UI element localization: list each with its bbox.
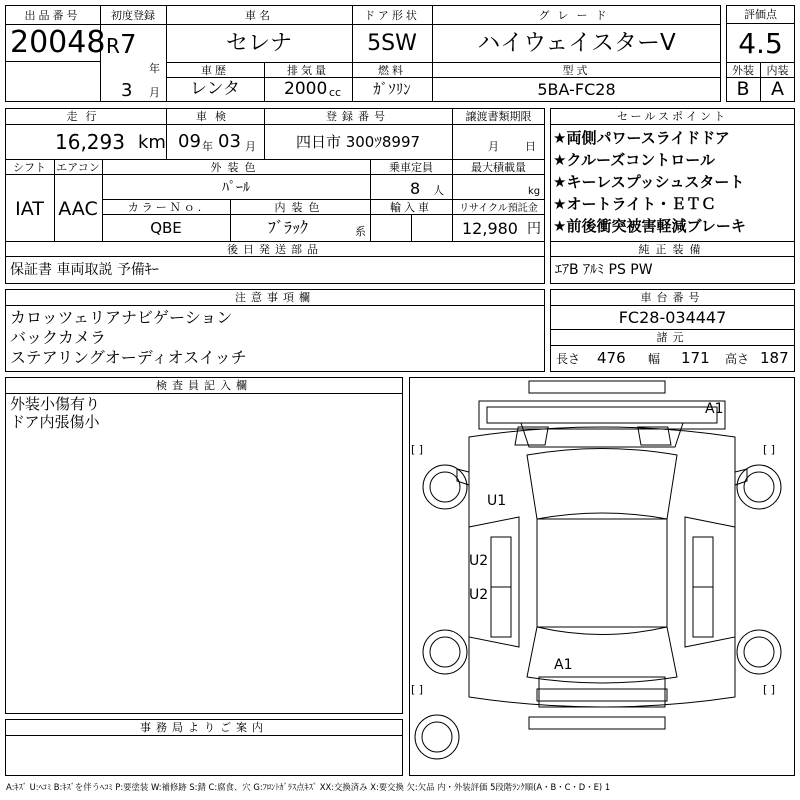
inspection-year: 09 <box>178 131 201 152</box>
registration-number: 四日市 300ﾂ8997 <box>295 133 421 151</box>
selling-point-1: ★両側パワースライドドア <box>553 129 730 147</box>
score-value: 4.5 <box>738 27 783 60</box>
damage-mark-front: A1 <box>705 401 724 417</box>
chassis-label: 車台番号 <box>640 291 705 304</box>
car-name: セレナ <box>225 31 292 56</box>
ac-label: エアコン <box>56 160 100 174</box>
max-load-label: 最大積載量 <box>471 160 526 174</box>
door-type: 5SW <box>367 31 417 56</box>
color-no-label: カラーＮｏ. <box>127 200 205 214</box>
inspection-month: 03 <box>218 131 241 152</box>
inspector-line-1: 外装小傷有り <box>10 395 101 413</box>
first-reg-month-unit: 月 <box>149 86 160 99</box>
bracket-right-top: [ ] <box>763 443 776 456</box>
grade-label: グレード <box>538 8 615 22</box>
bracket-right-bottom: [ ] <box>763 683 776 696</box>
first-reg-month: 3 <box>121 80 133 101</box>
displacement-label: 排気量 <box>287 63 329 77</box>
mileage: 16,293 <box>55 130 125 154</box>
fuel-label: 燃料 <box>378 63 406 77</box>
inspection-month-unit: 月 <box>245 140 256 153</box>
int-color-unit: 系 <box>355 225 366 238</box>
shift-label: シフト <box>13 160 46 174</box>
capacity-unit: 人 <box>433 184 444 197</box>
later-parts-label: 後日発送部品 <box>227 242 323 256</box>
lot-number: 20048 <box>10 25 106 60</box>
dimensions-label: 諸元 <box>656 331 689 344</box>
width-value: 171 <box>681 349 710 367</box>
note-line-2: バックカメラ <box>10 328 107 347</box>
import-label: 輸入車 <box>390 200 432 214</box>
note-line-1: カロッツェリアナビゲーション <box>10 308 233 327</box>
int-color: ﾌﾞﾗｯｸ <box>268 218 309 237</box>
damage-mark-left-door-2: U2 <box>469 587 489 603</box>
damage-mark-left-front: U1 <box>487 493 507 509</box>
exterior-score-label: 外装 <box>732 63 754 77</box>
length-value: 476 <box>597 349 626 367</box>
exterior-score: B <box>736 78 750 100</box>
notes-label: 注意事項欄 <box>235 291 315 304</box>
ac: AAC <box>58 198 98 220</box>
selling-point-5: ★前後衝突被害軽減ブレーキ <box>553 217 746 235</box>
damage-mark-rear: A1 <box>554 657 573 673</box>
lot-label: 出品番号 <box>24 8 81 22</box>
inspector-line-2: ドア内張傷小 <box>10 413 100 431</box>
equipment: ｴｱB ｱﾙﾐ PS PW <box>555 262 653 278</box>
transfer-month-unit: 月 <box>488 140 499 153</box>
interior-score: A <box>771 78 784 100</box>
first-reg-era: R <box>106 34 120 58</box>
bracket-left-top: [ ] <box>411 443 424 456</box>
chassis-number: FC28-034447 <box>618 308 727 327</box>
inspection-year-unit: 年 <box>202 140 213 153</box>
first-reg-year: 7 <box>120 30 137 60</box>
damage-mark-left-door-1: U2 <box>469 553 489 569</box>
later-parts: 保証書 車両取説 予備ｷｰ <box>10 262 159 278</box>
recycle-label: リサイクル預託金 <box>459 203 538 214</box>
ext-color-label: 外装色 <box>210 160 262 174</box>
score-label: 評価点 <box>744 8 777 21</box>
car-diagram <box>409 377 795 776</box>
legend: A:ｷｽﾞ U:ﾍｺﾐ B:ｷｽﾞを伴うﾍｺﾐ P:要塗装 W:補修跡 S:錆 C:腐食、穴 G:ﾌﾛﾝﾄｶﾞﾗｽ点ｷｽﾞ XX:交換済み X:要交換 欠:欠品 内・外装評価 5段階ﾗﾝｸ順(A・B・C・D・E) 1 <box>6 782 611 792</box>
fuel: ｶﾞｿﾘﾝ <box>373 80 411 98</box>
int-color-label: 内装色 <box>274 200 326 214</box>
displacement: 2000 <box>284 79 328 99</box>
door-label: ドア形状 <box>364 8 420 22</box>
height-label: 高さ <box>725 352 750 366</box>
first-reg-year-unit: 年 <box>149 62 160 75</box>
model: 5BA-FC28 <box>537 80 616 99</box>
capacity: 8 <box>410 179 421 198</box>
shift: IAT <box>15 198 44 220</box>
model-label: 型式 <box>562 63 591 77</box>
recycle-fee: 12,980 <box>462 219 518 238</box>
width-label: 幅 <box>648 352 661 366</box>
displacement-unit: cc <box>329 86 342 99</box>
car-name-label: 車名 <box>245 8 273 22</box>
height-value: 187 <box>760 349 789 367</box>
mileage-unit: km <box>138 132 166 153</box>
capacity-label: 乗車定員 <box>389 160 433 174</box>
history: レンタ <box>190 79 240 99</box>
max-load-unit: kg <box>528 186 541 197</box>
color-no: QBE <box>150 219 182 237</box>
length-label: 長さ <box>556 352 581 366</box>
inspection-label: 車検 <box>196 110 234 123</box>
mileage-label: 走行 <box>66 110 105 123</box>
selling-point-4: ★オートライト・ＥＴＣ <box>553 195 716 213</box>
transfer-day-unit: 日 <box>525 140 536 153</box>
recycle-unit: 円 <box>527 221 541 237</box>
note-line-3: ステアリングオーディオスイッチ <box>10 348 247 367</box>
selling-points-label: セールスポイント <box>616 110 728 123</box>
transfer-label: 譲渡書類期限 <box>465 110 532 123</box>
equipment-label: 純正装備 <box>638 242 707 256</box>
bracket-left-bottom: [ ] <box>411 683 424 696</box>
history-label: 車歴 <box>201 63 229 77</box>
office-label: 事務局よりご案内 <box>140 721 268 734</box>
interior-score-label: 内装 <box>766 63 789 77</box>
grade: ハイウェイスターV <box>477 30 676 56</box>
registration-label: 登録番号 <box>326 110 390 123</box>
ext-color: ﾊﾟｰﾙ <box>222 180 250 196</box>
selling-point-3: ★キーレスプッシュスタート <box>553 173 745 191</box>
first-reg-label: 初度登録 <box>111 8 155 22</box>
selling-point-2: ★クルーズコントロール <box>553 151 715 169</box>
inspector-label: 検査員記入欄 <box>156 379 252 392</box>
